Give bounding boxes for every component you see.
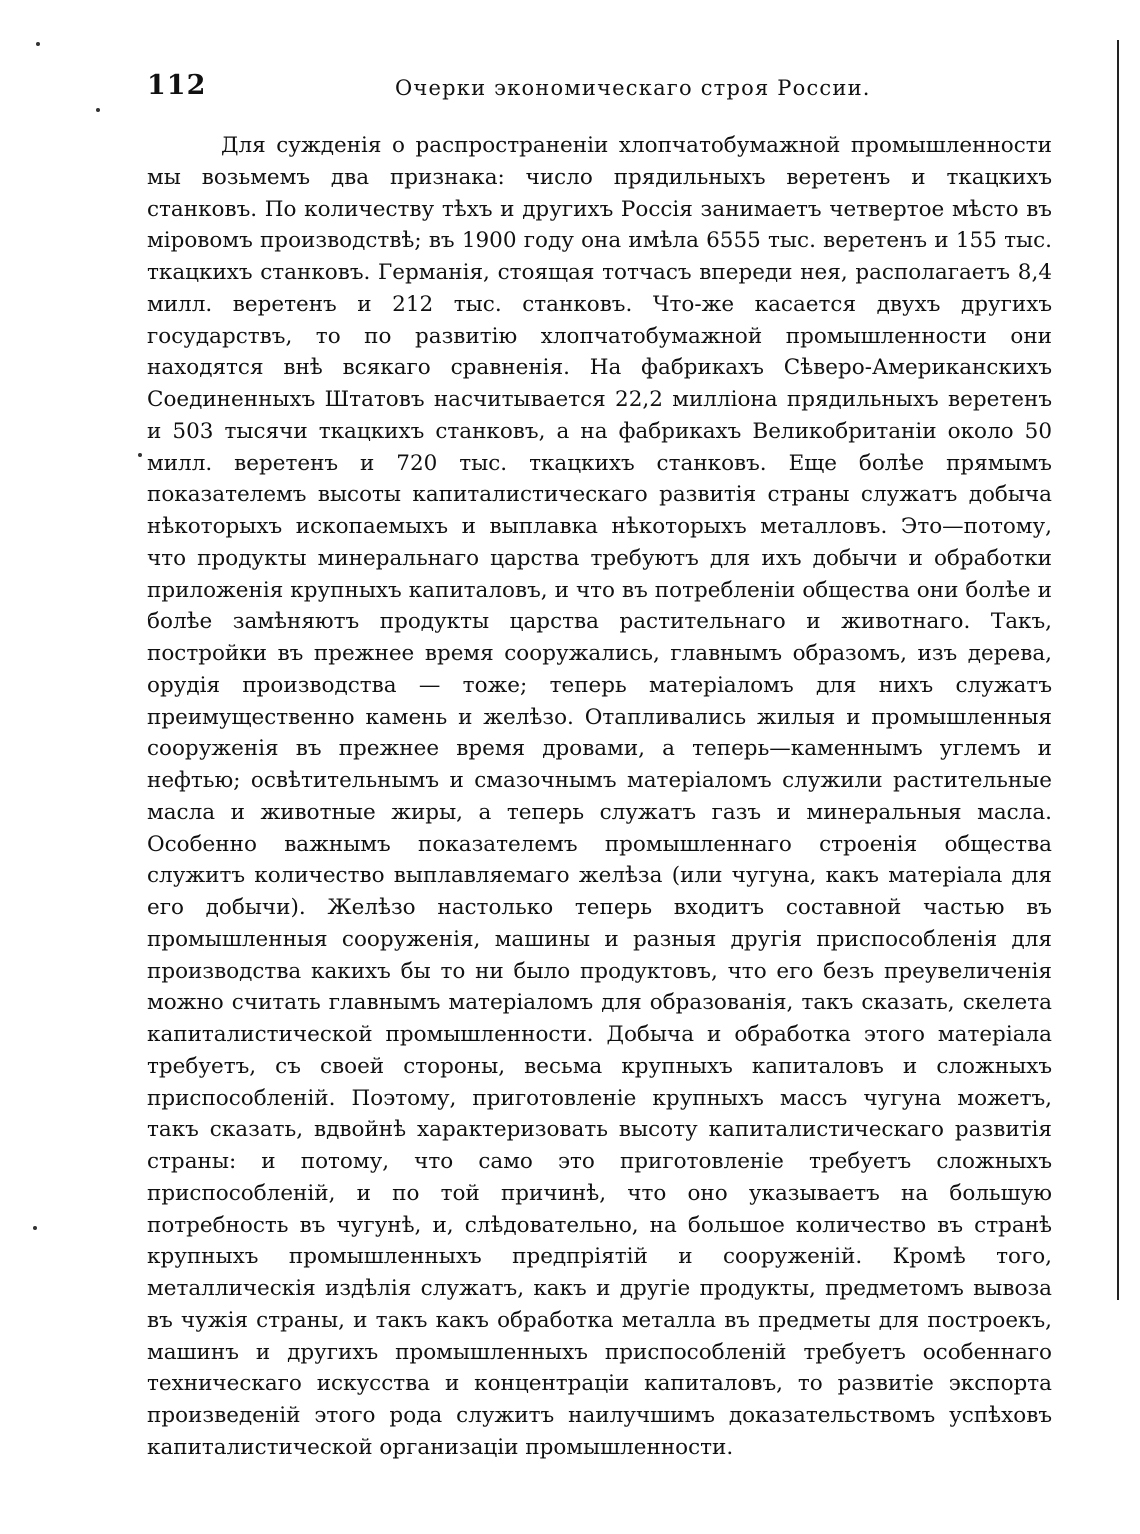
scan-speck — [96, 108, 100, 112]
body-paragraph: Для сужденія о распространеніи хлопчатобумажной промышленности мы возьмемъ два признака: число прядильныхъ веретенъ и ткацкихъ станковъ. По количеству тѣхъ и другихъ Россія занимаетъ четвертое мѣсто въ міровомъ производствѣ; въ 1900 году она имѣла 6555 тыс. веретенъ и 155 тыс. ткацкихъ станковъ. Германія, стоящая тотчасъ впереди нея, располагаетъ 8,4 милл. веретенъ и 212 тыс. станковъ. Что-же касается двухъ другихъ государствъ, то по развитію хлопчатобумажной промышленности они находятся внѣ всякаго сравненія. На фабрикахъ Сѣверо-Американскихъ Соединенныхъ Штатовъ насчитывается 22,2 милліона прядильныхъ веретенъ и 503 тысячи ткацкихъ станковъ, а на фабрикахъ Великобританіи около 50 милл. веретенъ и 720 тыс. ткацкихъ станковъ. Еще болѣе прямымъ показателемъ высоты капиталистическаго развитія страны служатъ добыча нѣкоторыхъ ископаемыхъ и выплавка нѣкоторыхъ металловъ. Это—потому, что продукты минеральнаго царства требуютъ для ихъ добычи и обработки приложенія крупныхъ капиталовъ, и что въ потребленіи общества они болѣе и болѣе замѣняютъ продукты царства растительнаго и животнаго. Такъ, постройки въ прежнее время сооружались, главнымъ образомъ, изъ дерева, орудія производства — тоже; теперь матеріаломъ для нихъ служатъ преимущественно камень и желѣзо. Отапливались жилыя и промышленныя сооруженія въ прежнее время дровами, а теперь—каменнымъ углемъ и нефтью; освѣтительнымъ и смазочнымъ матеріаломъ служили растительные масла и животные жиры, а теперь служатъ газъ и минеральныя масла. Особенно важнымъ показателемъ промышленнаго строенія общества служитъ количество выплавляемаго желѣза (или чугуна, какъ матеріала для его добычи). Желѣзо настолько теперь входитъ составной частью въ промышленныя сооруженія, машины и разныя другія приспособленія для производства какихъ бы то ни было продуктовъ, что его безъ преувеличенія можно считать главнымъ матеріаломъ для образованія, такъ сказать, скелета капиталистической промышленности. Добыча и обработка этого матеріала требуетъ, съ своей стороны, весьма крупныхъ капиталовъ и сложныхъ приспособленій. Поэтому, приготовленіе крупныхъ массъ чугуна можетъ, такъ сказать, вдвойнѣ характеризовать высоту капиталистическаго развитія страны: и потому, что само это приготовленіе требуетъ сложныхъ приспособленій, и по той причинѣ, что оно указываетъ на большую потребность въ чугунѣ, и, слѣдовательно, на большое количество въ странѣ крупныхъ промышленныхъ предпріятій и сооруженій. Кромѣ того, металлическія издѣлія служатъ, какъ и другіе продукты, предметомъ вывоза въ чужія страны, и такъ какъ обработка металла въ предметы для построекъ, машинъ и другихъ промышленныхъ приспособленій требуетъ особеннаго техническаго искусства и концентраціи капиталовъ, то развитіе экспорта произведеній этого рода служитъ наилучшимъ доказательствомъ успѣховъ капиталистической организаціи промышленности. — [147, 133, 1052, 1460]
page-number: 112 — [147, 70, 207, 101]
running-title: Очерки экономическаго строя России. — [395, 76, 871, 100]
page-header — [147, 70, 1052, 110]
scan-speck — [33, 1226, 37, 1230]
scan-speck — [36, 42, 40, 46]
scan-speck — [138, 453, 142, 457]
page-edge-rule — [1117, 40, 1119, 1300]
